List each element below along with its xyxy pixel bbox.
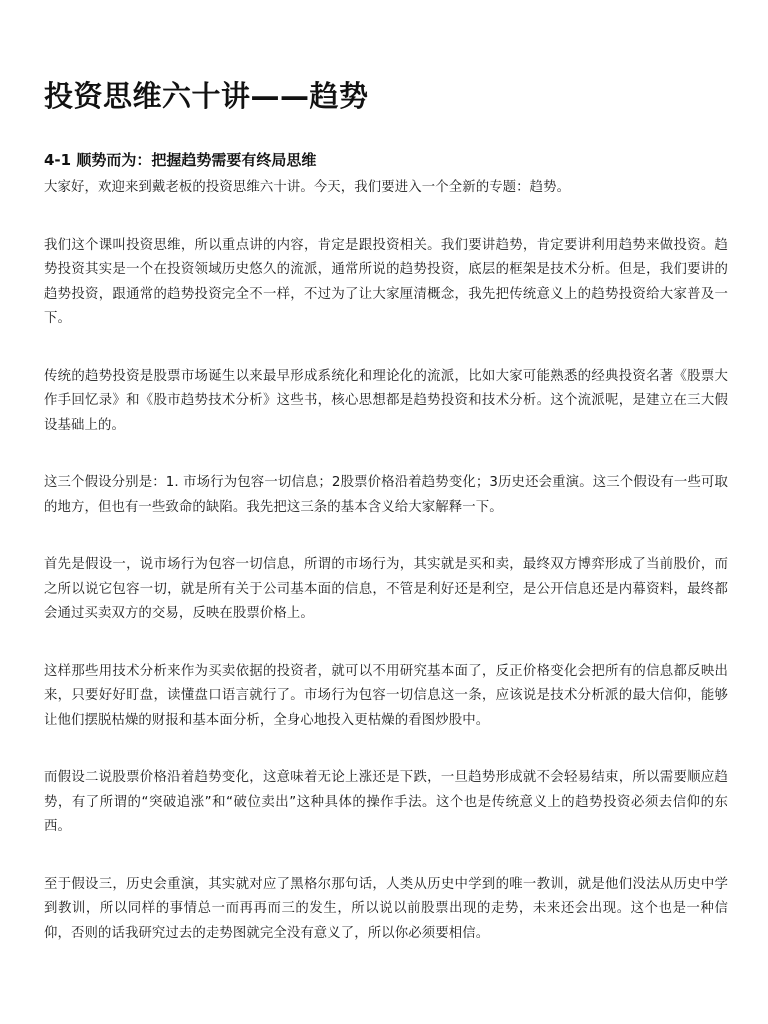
- document-title: 投资思维六十讲——趋势: [44, 79, 369, 113]
- section-title: 4-1 顺势而为：把握趋势需要有终局思维: [44, 151, 317, 169]
- paragraph-assumption-two: 而假设二说股票价格沿着趋势变化，这意味着无论上涨还是下跌，一旦趋势形成就不会轻易结束，所以需要顺应趋势，有了所谓的“突破追涨”和“破位卖出”这种具体的操作手法。这个也是传统意义上的趋势投资必须去信仰的东西。: [44, 770, 728, 834]
- paragraph-three-assumptions: 这三个假设分别是：1. 市场行为包容一切信息；2股票价格沿着趋势变化；3历史还会重演。这三个假设有一些可取的地方，但也有一些致命的缺陷。我先把这三条的基本含义给大家解释一下。: [44, 475, 728, 515]
- document-body: [44, 176, 728, 946]
- paragraph-assumption-one: 首先是假设一，说市场行为包容一切信息，所谓的市场行为，其实就是买和卖，最终双方博弈形成了当前股价，而之所以说它包容一切，就是所有关于公司基本面的信息，不管是利好还是利空，是公开信息还是内幕资料，最终都会通过买卖双方的交易，反映在股票价格上。: [44, 557, 728, 621]
- paragraph-intro: 大家好，欢迎来到戴老板的投资思维六十讲。今天，我们要进入一个全新的专题：趋势。: [44, 180, 571, 195]
- paragraph-traditional-trend: 传统的趋势投资是股票市场诞生以来最早形成系统化和理论化的流派，比如大家可能熟悉的经典投资名著《股票大作手回忆录》和《股市趋势技术分析》这些书，核心思想都是趋势投资和技术分析。这个流派呢，是建立在三大假设基础上的。: [44, 368, 728, 433]
- paragraph-assumption-three: 至于假设三，历史会重演，其实就对应了黑格尔那句话，人类从历史中学到的唯一教训，就是他们没法从历史中学到教训，所以同样的事情总一而再再而三的发生，所以说以前股票出现的走势，未来还会出现。这个也是一种信仰，否则的话我研究过去的走势图就完全没有意义了，所以你必须要相信。: [44, 876, 728, 941]
- paragraph-course-overview: 我们这个课叫投资思维，所以重点讲的内容，肯定是跟投资相关。我们要讲趋势，肯定要讲利用趋势来做投资。趋势投资其实是一个在投资领域历史悠久的流派，通常所说的趋势投资，底层的框架是技术分析。但是，我们要讲的趋势投资，跟通常的趋势投资完全不一样，不过为了让大家厘清概念，我先把传统意义上的趋势投资给大家普及一下。: [44, 237, 728, 326]
- paragraph-technical-analysis: 这样那些用技术分析来作为买卖依据的投资者，就可以不用研究基本面了，反正价格变化会把所有的信息都反映出来，只要好好盯盘，读懂盘口语言就行了。市场行为包容一切信息这一条，应该说是技术分析派的最大信仰，能够让他们摆脱枯燥的财报和基本面分析，全身心地投入更枯燥的看图炒股中。: [44, 663, 728, 728]
